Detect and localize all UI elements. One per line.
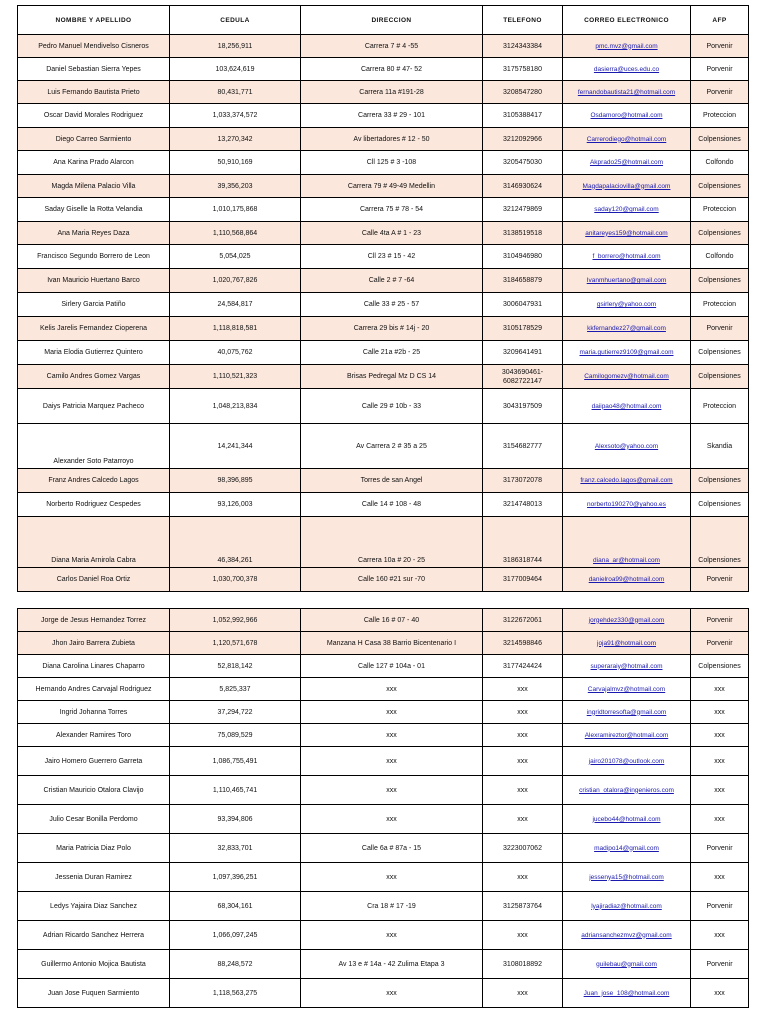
- table-row: [18, 151, 749, 175]
- cell-telefono: 3186318744: [483, 517, 563, 568]
- cell-nombre: Kelis Jarelis Fernandez Cioperena: [18, 317, 170, 341]
- cell-telefono: xxx: [483, 979, 563, 1008]
- cell-correo[interactable]: dasierra@uces.edu.co: [563, 58, 691, 81]
- cell-nombre: Ledys Yajaira Diaz Sanchez: [18, 892, 170, 921]
- cell-telefono: 3209641491: [483, 341, 563, 365]
- cell-afp: Porvenir: [691, 834, 749, 863]
- cell-nombre: Diana Carolina Linares Chaparro: [18, 655, 170, 678]
- cell-nombre: Francisco Segundo Borrero de Leon: [18, 245, 170, 269]
- cell-correo[interactable]: Magdapalaciovilla@gmail.com: [563, 175, 691, 198]
- cell-cedula: 13,270,342: [170, 128, 301, 151]
- cell-telefono: 3208547280: [483, 81, 563, 104]
- cell-telefono: 3146930624: [483, 175, 563, 198]
- cell-cedula: 75,089,529: [170, 724, 301, 747]
- table-row: [18, 950, 749, 979]
- cell-afp: Colpensiones: [691, 365, 749, 389]
- table-row: [18, 128, 749, 151]
- cell-correo[interactable]: kkfernandez27@gmail.com: [563, 317, 691, 341]
- cell-direccion: xxx: [301, 701, 483, 724]
- cell-afp: Proteccion: [691, 293, 749, 317]
- personnel-table-bottom: [17, 608, 748, 1008]
- cell-nombre: Hernando Andres Carvajal Rodriguez: [18, 678, 170, 701]
- cell-cedula: 18,256,911: [170, 35, 301, 58]
- cell-nombre: Jorge de Jesus Hernandez Torrez: [18, 609, 170, 632]
- cell-cedula: 1,110,521,323: [170, 365, 301, 389]
- table-row: [18, 222, 749, 245]
- table-row: [18, 493, 749, 517]
- cell-direccion: Carrera 33 # 29 - 101: [301, 104, 483, 128]
- cell-afp: Proteccion: [691, 389, 749, 424]
- cell-correo[interactable]: superaraiy@hotmail.com: [563, 655, 691, 678]
- cell-telefono: 3173072078: [483, 469, 563, 493]
- cell-nombre: Ivan Mauricio Huertano Barco: [18, 269, 170, 293]
- cell-cedula: 93,394,806: [170, 805, 301, 834]
- cell-afp: Porvenir: [691, 892, 749, 921]
- cell-telefono: 3205475030: [483, 151, 563, 175]
- table-row: [18, 293, 749, 317]
- table-row: [18, 341, 749, 365]
- cell-cedula: 1,118,563,275: [170, 979, 301, 1008]
- cell-afp: Colfondo: [691, 151, 749, 175]
- cell-correo[interactable]: Juan_jose_108@hotmail.com: [563, 979, 691, 1008]
- cell-direccion: Carrera 7 # 4 -55: [301, 35, 483, 58]
- cell-telefono: 3108018892: [483, 950, 563, 979]
- cell-telefono: xxx: [483, 678, 563, 701]
- cell-nombre: Alexander Soto Patarroyo: [18, 424, 170, 469]
- table-row: [18, 58, 749, 81]
- header-row: [18, 6, 749, 35]
- cell-direccion: Av libertadores # 12 - 50: [301, 128, 483, 151]
- cell-correo[interactable]: jorgehdez330@gmail.com: [563, 609, 691, 632]
- cell-direccion: Calle 16 # 07 - 40: [301, 609, 483, 632]
- cell-nombre: Diana Maria Arnirola Cabra: [18, 517, 170, 568]
- cell-direccion: Brisas Pedregal Mz D CS 14: [301, 365, 483, 389]
- table-row: [18, 424, 749, 469]
- cell-cedula: 68,304,161: [170, 892, 301, 921]
- header-nombre: NOMBRE Y APELLIDO: [18, 6, 170, 35]
- table-row: [18, 35, 749, 58]
- cell-afp: xxx: [691, 776, 749, 805]
- table-row: [18, 979, 749, 1008]
- cell-direccion: xxx: [301, 921, 483, 950]
- cell-afp: xxx: [691, 805, 749, 834]
- cell-correo[interactable]: jessenya15@hotmail.com: [563, 863, 691, 892]
- cell-nombre: Cristian Mauricio Otalora Clavijo: [18, 776, 170, 805]
- cell-afp: Porvenir: [691, 632, 749, 655]
- cell-nombre: Maria Patricia Diaz Polo: [18, 834, 170, 863]
- cell-cedula: 50,910,169: [170, 151, 301, 175]
- cell-direccion: Av Carrera 2 # 35 a 25: [301, 424, 483, 469]
- cell-correo[interactable]: lyajiradiaz@hotmail.com: [563, 892, 691, 921]
- cell-correo[interactable]: Osdamoro@hotmail.com: [563, 104, 691, 128]
- cell-cedula: 46,384,261: [170, 517, 301, 568]
- cell-correo[interactable]: Ivanmhuertano@gmail.com: [563, 269, 691, 293]
- cell-direccion: Calle 29 # 10b - 33: [301, 389, 483, 424]
- cell-direccion: xxx: [301, 979, 483, 1008]
- table-body: [18, 609, 749, 1008]
- cell-correo[interactable]: danielroa99@hotmail.com: [563, 568, 691, 592]
- cell-direccion: Torres de san Angel: [301, 469, 483, 493]
- cell-telefono: 3138519518: [483, 222, 563, 245]
- personnel-table-top: [17, 5, 748, 592]
- table-row: [18, 198, 749, 222]
- header-direccion: DIRECCION: [301, 6, 483, 35]
- cell-telefono: xxx: [483, 863, 563, 892]
- cell-nombre: Alexander Ramires Toro: [18, 724, 170, 747]
- cell-cedula: 1,033,374,572: [170, 104, 301, 128]
- cell-cedula: 5,054,025: [170, 245, 301, 269]
- cell-afp: Colpensiones: [691, 341, 749, 365]
- cell-telefono: xxx: [483, 747, 563, 776]
- cell-afp: Colpensiones: [691, 175, 749, 198]
- cell-direccion: Calle 160 #21 sur -70: [301, 568, 483, 592]
- cell-telefono: 3122672061: [483, 609, 563, 632]
- table-row: [18, 863, 749, 892]
- cell-direccion: Carrera 11a #191-28: [301, 81, 483, 104]
- cell-cedula: 103,624,619: [170, 58, 301, 81]
- table-row: [18, 245, 749, 269]
- cell-direccion: Calle 4ta A # 1 - 23: [301, 222, 483, 245]
- cell-afp: Porvenir: [691, 81, 749, 104]
- cell-correo[interactable]: guilebau@gmail.com: [563, 950, 691, 979]
- cell-nombre: Franz Andres Calcedo Lagos: [18, 469, 170, 493]
- cell-telefono: 3177424424: [483, 655, 563, 678]
- cell-afp: xxx: [691, 701, 749, 724]
- table-row: [18, 269, 749, 293]
- table-row: [18, 175, 749, 198]
- cell-direccion: Calle 21a #2b - 25: [301, 341, 483, 365]
- cell-direccion: Carrera 75 # 78 - 54: [301, 198, 483, 222]
- cell-correo[interactable]: Carvajalmvz@hotmail.com: [563, 678, 691, 701]
- cell-telefono: xxx: [483, 921, 563, 950]
- table-row: [18, 81, 749, 104]
- table-row: [18, 724, 749, 747]
- cell-telefono: 3043197509: [483, 389, 563, 424]
- cell-direccion: Calle 33 # 25 - 57: [301, 293, 483, 317]
- cell-nombre: Maria Elodia Gutierrez Quintero: [18, 341, 170, 365]
- cell-telefono: 3223007062: [483, 834, 563, 863]
- cell-correo[interactable]: madipo14@gmail.com: [563, 834, 691, 863]
- cell-direccion: xxx: [301, 863, 483, 892]
- cell-cedula: 1,048,213,834: [170, 389, 301, 424]
- table-row: [18, 317, 749, 341]
- cell-nombre: Ana Maria Reyes Daza: [18, 222, 170, 245]
- cell-telefono: xxx: [483, 776, 563, 805]
- cell-cedula: 1,086,755,491: [170, 747, 301, 776]
- cell-correo[interactable]: diana_ar@hotmail.com: [563, 517, 691, 568]
- cell-direccion: Cra 18 # 17 -19: [301, 892, 483, 921]
- table-row: [18, 834, 749, 863]
- cell-direccion: xxx: [301, 805, 483, 834]
- cell-afp: Porvenir: [691, 609, 749, 632]
- cell-telefono: 3124343384: [483, 35, 563, 58]
- cell-nombre: Guillermo Antonio Mojica Bautista: [18, 950, 170, 979]
- cell-nombre: Saday Giselle la Rotta Velandia: [18, 198, 170, 222]
- cell-telefono: 3212479869: [483, 198, 563, 222]
- personnel-table-continued: [17, 608, 749, 1008]
- cell-direccion: xxx: [301, 678, 483, 701]
- cell-afp: xxx: [691, 979, 749, 1008]
- cell-direccion: Calle 2 # 7 -64: [301, 269, 483, 293]
- header-correo: CORREO ELECTRONICO: [563, 6, 691, 35]
- table-row: [18, 568, 749, 592]
- cell-direccion: xxx: [301, 747, 483, 776]
- cell-afp: Colpensiones: [691, 517, 749, 568]
- cell-cedula: 93,126,003: [170, 493, 301, 517]
- cell-direccion: Carrera 80 # 47- 52: [301, 58, 483, 81]
- cell-nombre: Juan Jose Fuquen Sarmiento: [18, 979, 170, 1008]
- cell-afp: xxx: [691, 678, 749, 701]
- cell-afp: Porvenir: [691, 317, 749, 341]
- cell-correo[interactable]: maria.gutierrez9109@gmail.com: [563, 341, 691, 365]
- cell-afp: Porvenir: [691, 35, 749, 58]
- cell-afp: xxx: [691, 747, 749, 776]
- cell-nombre: Jhon Jairo Barrera Zubieta: [18, 632, 170, 655]
- cell-telefono: 3212092966: [483, 128, 563, 151]
- cell-telefono: 3214748013: [483, 493, 563, 517]
- cell-telefono: 3125873764: [483, 892, 563, 921]
- cell-direccion: Cll 125 # 3 -108: [301, 151, 483, 175]
- cell-nombre: Pedro Manuel Mendivelso Cisneros: [18, 35, 170, 58]
- cell-correo[interactable]: norberto190270@yahoo.es: [563, 493, 691, 517]
- cell-afp: Colpensiones: [691, 469, 749, 493]
- table-row: [18, 365, 749, 389]
- cell-cedula: 80,431,771: [170, 81, 301, 104]
- cell-correo[interactable]: pmc.mvz@gmail.com: [563, 35, 691, 58]
- cell-direccion: xxx: [301, 724, 483, 747]
- table-row: [18, 892, 749, 921]
- cell-cedula: 5,825,337: [170, 678, 301, 701]
- cell-cedula: 1,097,396,251: [170, 863, 301, 892]
- cell-correo[interactable]: ingridtorresofta@gmail.com: [563, 701, 691, 724]
- cell-correo[interactable]: Camilogomezv@hotmail.com: [563, 365, 691, 389]
- page-break: [0, 596, 768, 608]
- cell-telefono: 3184658879: [483, 269, 563, 293]
- cell-cedula: 1,010,175,868: [170, 198, 301, 222]
- cell-nombre: Oscar David Morales Rodriguez: [18, 104, 170, 128]
- cell-nombre: Jessenia Duran Ramirez: [18, 863, 170, 892]
- cell-direccion: Carrera 79 # 49-49 Medellin: [301, 175, 483, 198]
- cell-cedula: 32,833,701: [170, 834, 301, 863]
- header-telefono: TELEFONO: [483, 6, 563, 35]
- cell-telefono: xxx: [483, 805, 563, 834]
- table-row: [18, 609, 749, 632]
- cell-nombre: Ingrid Johanna Torres: [18, 701, 170, 724]
- cell-telefono: 3175758180: [483, 58, 563, 81]
- table-row: [18, 747, 749, 776]
- cell-cedula: 37,294,722: [170, 701, 301, 724]
- cell-nombre: Diego Carreo Sarmiento: [18, 128, 170, 151]
- cell-afp: Colpensiones: [691, 222, 749, 245]
- cell-telefono: 3006047931: [483, 293, 563, 317]
- cell-direccion: Carrera 29 bis # 14j - 20: [301, 317, 483, 341]
- header-cedula: CEDULA: [170, 6, 301, 35]
- cell-cedula: 98,396,895: [170, 469, 301, 493]
- table-row: [18, 389, 749, 424]
- cell-correo[interactable]: jucebo44@hotmail.com: [563, 805, 691, 834]
- cell-nombre: Ana Karina Prado Alarcon: [18, 151, 170, 175]
- cell-correo[interactable]: adriansanchezmvz@gmail.com: [563, 921, 691, 950]
- cell-afp: Porvenir: [691, 58, 749, 81]
- cell-cedula: 40,075,762: [170, 341, 301, 365]
- cell-nombre: Daiys Patricia Marquez Pacheco: [18, 389, 170, 424]
- cell-telefono: 3104946980: [483, 245, 563, 269]
- cell-correo[interactable]: saday120@gmail.com: [563, 198, 691, 222]
- cell-correo[interactable]: joja91@hotmail.com: [563, 632, 691, 655]
- cell-telefono: xxx: [483, 701, 563, 724]
- cell-direccion: Calle 127 # 104a - 01: [301, 655, 483, 678]
- personnel-table: [17, 5, 749, 592]
- cell-cedula: 24,584,817: [170, 293, 301, 317]
- cell-nombre: Sirlery Garcia Patiño: [18, 293, 170, 317]
- cell-nombre: Julio Cesar Bonilla Perdomo: [18, 805, 170, 834]
- cell-afp: Colpensiones: [691, 269, 749, 293]
- cell-afp: Colpensiones: [691, 493, 749, 517]
- cell-nombre: Norberto Rodriguez Cespedes: [18, 493, 170, 517]
- cell-afp: Proteccion: [691, 198, 749, 222]
- cell-afp: Colpensiones: [691, 128, 749, 151]
- cell-cedula: 1,110,568,864: [170, 222, 301, 245]
- cell-afp: Skandia: [691, 424, 749, 469]
- table-row: [18, 104, 749, 128]
- cell-correo[interactable]: Alexramireztor@hotmail.com: [563, 724, 691, 747]
- cell-correo[interactable]: franz.calcedo.lagos@gmail.com: [563, 469, 691, 493]
- table-row: [18, 517, 749, 568]
- cell-cedula: 52,818,142: [170, 655, 301, 678]
- cell-afp: xxx: [691, 863, 749, 892]
- cell-direccion: Manzana H Casa 38 Barrio Bicentenario I: [301, 632, 483, 655]
- cell-nombre: Daniel Sebastian Sierra Yepes: [18, 58, 170, 81]
- cell-telefono: 3154682777: [483, 424, 563, 469]
- table-row: [18, 776, 749, 805]
- table-body: [18, 35, 749, 592]
- cell-correo[interactable]: Alexsoto@yahoo.com: [563, 424, 691, 469]
- table-row: [18, 805, 749, 834]
- cell-telefono: 3043690461-6082722147: [483, 365, 563, 389]
- cell-correo[interactable]: gsirlery@yahoo.com: [563, 293, 691, 317]
- cell-correo[interactable]: jairo201078@outlook.com: [563, 747, 691, 776]
- cell-nombre: Camilo Andres Gomez Vargas: [18, 365, 170, 389]
- cell-direccion: Calle 6a # 87a - 15: [301, 834, 483, 863]
- cell-direccion: xxx: [301, 776, 483, 805]
- cell-telefono: xxx: [483, 724, 563, 747]
- cell-cedula: 88,248,572: [170, 950, 301, 979]
- cell-correo[interactable]: cristian_otalora@ingenieros.com: [563, 776, 691, 805]
- cell-nombre: Adrian Ricardo Sanchez Herrera: [18, 921, 170, 950]
- cell-afp: xxx: [691, 921, 749, 950]
- cell-cedula: 1,066,097,245: [170, 921, 301, 950]
- cell-afp: xxx: [691, 724, 749, 747]
- cell-correo[interactable]: f_borrero@hotmail.com: [563, 245, 691, 269]
- table-row: [18, 701, 749, 724]
- cell-correo[interactable]: fernandobautista21@hotmail.com: [563, 81, 691, 104]
- cell-cedula: 1,120,571,678: [170, 632, 301, 655]
- cell-telefono: 3105388417: [483, 104, 563, 128]
- cell-correo[interactable]: Carrerodiego@hotmail.com: [563, 128, 691, 151]
- cell-afp: Porvenir: [691, 568, 749, 592]
- cell-correo[interactable]: Akprado25@hotmail.com: [563, 151, 691, 175]
- cell-afp: Proteccion: [691, 104, 749, 128]
- cell-nombre: Carlos Daniel Roa Ortiz: [18, 568, 170, 592]
- table-row: [18, 632, 749, 655]
- cell-cedula: 1,020,767,826: [170, 269, 301, 293]
- cell-telefono: 3177009464: [483, 568, 563, 592]
- cell-cedula: 39,356,203: [170, 175, 301, 198]
- cell-afp: Porvenir: [691, 950, 749, 979]
- cell-nombre: Jairo Homero Guerrero Garreta: [18, 747, 170, 776]
- cell-afp: Colfondo: [691, 245, 749, 269]
- cell-telefono: 3214598846: [483, 632, 563, 655]
- cell-nombre: Luis Fernando Bautista Prieto: [18, 81, 170, 104]
- cell-cedula: 1,110,465,741: [170, 776, 301, 805]
- cell-correo[interactable]: daiipao48@hotmail.com: [563, 389, 691, 424]
- cell-cedula: 1,030,700,378: [170, 568, 301, 592]
- cell-afp: Colpensiones: [691, 655, 749, 678]
- cell-correo[interactable]: anitareyes159@hotmail.com: [563, 222, 691, 245]
- cell-direccion: Carrera 10a # 20 - 25: [301, 517, 483, 568]
- table-row: [18, 921, 749, 950]
- cell-telefono: 3105178529: [483, 317, 563, 341]
- cell-cedula: 1,052,992,966: [170, 609, 301, 632]
- cell-direccion: Calle 14 # 108 - 48: [301, 493, 483, 517]
- table-row: [18, 655, 749, 678]
- cell-nombre: Magda Milena Palacio Villa: [18, 175, 170, 198]
- table-row: [18, 469, 749, 493]
- header-afp: AFP: [691, 6, 749, 35]
- table-row: [18, 678, 749, 701]
- cell-direccion: Cll 23 # 15 - 42: [301, 245, 483, 269]
- cell-cedula: 1,118,818,581: [170, 317, 301, 341]
- cell-cedula: 14,241,344: [170, 424, 301, 469]
- cell-direccion: Av 13 e # 14a - 42 Zulima Etapa 3: [301, 950, 483, 979]
